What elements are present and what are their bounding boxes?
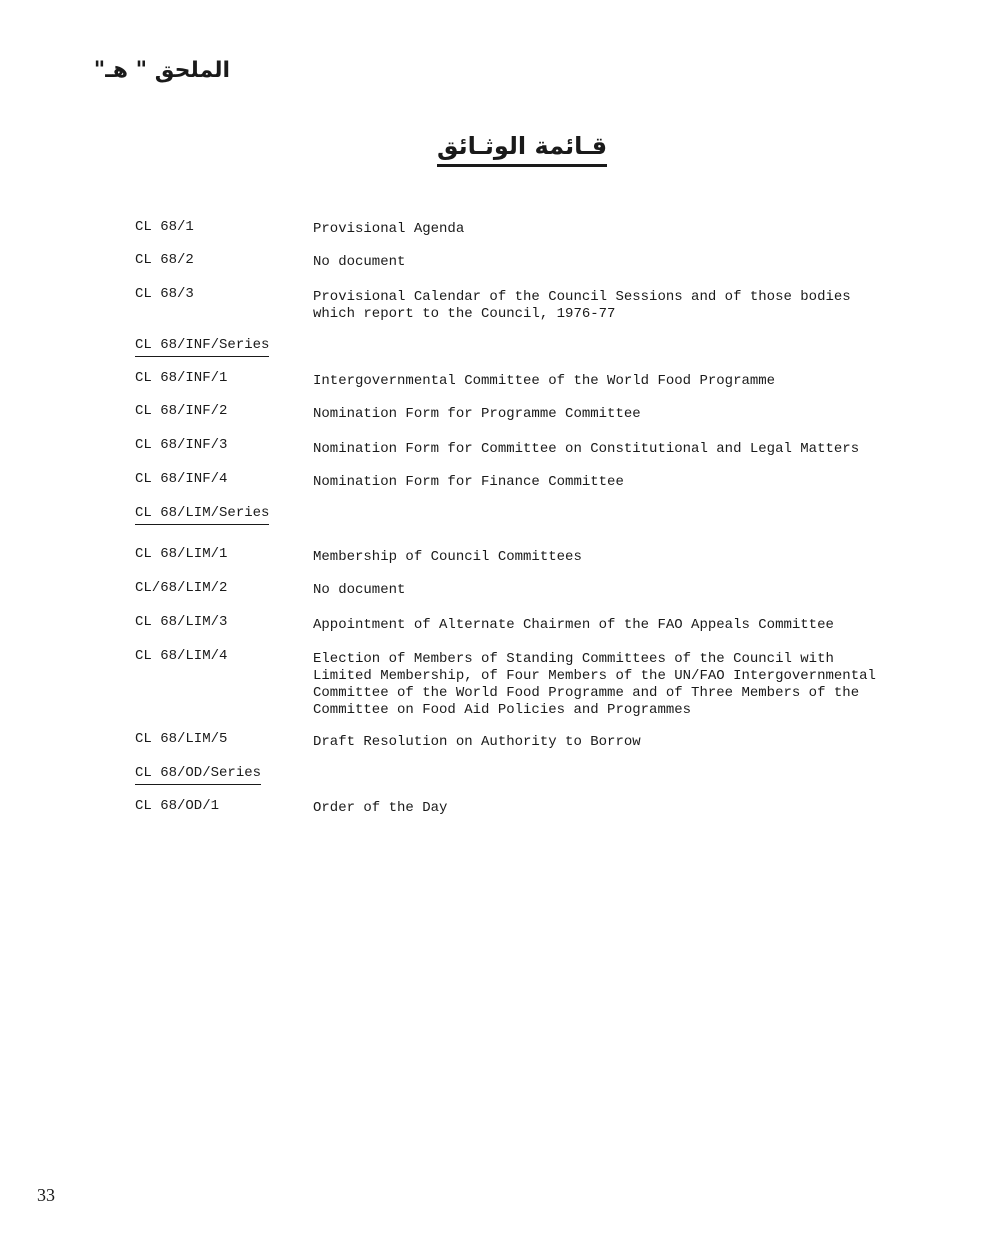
page-number: 33 [37, 1185, 55, 1205]
series-heading-inf: CL 68/INF/Series [135, 337, 269, 357]
series-heading-lim: CL 68/LIM/Series [135, 505, 269, 525]
document-description: Nomination Form for Committee on Constitutional and Legal Matters [313, 441, 860, 457]
title-block [437, 132, 608, 167]
document-code: CL 68/INF/3 [135, 437, 228, 453]
document-code: CL 68/1 [135, 219, 194, 235]
document-description: No document [313, 582, 406, 598]
document-code: CL 68/LIM/1 [135, 546, 228, 562]
annex-label: الملحق " هـ" [93, 58, 230, 83]
series-heading-od: CL 68/OD/Series [135, 765, 261, 785]
document-description: Provisional Calendar of the Council Sessions and of those bodies which report to the Council, 1976-77 [313, 289, 851, 322]
document-description: Provisional Agenda [313, 221, 465, 237]
document-description: Draft Resolution on Authority to Borrow [313, 734, 641, 750]
document-description: Intergovernmental Committee of the World Food Programme [313, 373, 776, 389]
document-description: No document [313, 254, 406, 270]
document-code: CL 68/LIM/4 [135, 648, 228, 664]
document-code: CL 68/LIM/5 [135, 731, 228, 747]
document-code: CL 68/INF/2 [135, 403, 228, 419]
document-description: Membership of Council Committees [313, 549, 582, 565]
document-description: Appointment of Alternate Chairmen of the FAO Appeals Committee [313, 617, 834, 633]
document-list-title: قـائمة الوثـائق [437, 132, 607, 167]
document-code: CL 68/LIM/3 [135, 614, 228, 630]
document-code: CL 68/2 [135, 252, 194, 268]
document-description: Election of Members of Standing Committees of the Council with Limited Membership, of Four Members of the UN/FAO Intergovernmental Committee of the World Food Programme and of Three Members of the Committee on Food Aid Policies and Programmes [313, 651, 876, 718]
document-code: CL 68/INF/4 [135, 471, 228, 487]
document-description: Nomination Form for Finance Committee [313, 474, 624, 490]
document-code: CL 68/3 [135, 286, 194, 302]
document-description: Order of the Day [313, 800, 448, 816]
document-code: CL 68/INF/1 [135, 370, 228, 386]
document-code: CL 68/OD/1 [135, 798, 220, 814]
document-code: CL/68/LIM/2 [135, 580, 228, 596]
document-description: Nomination Form for Programme Committee [313, 406, 641, 422]
